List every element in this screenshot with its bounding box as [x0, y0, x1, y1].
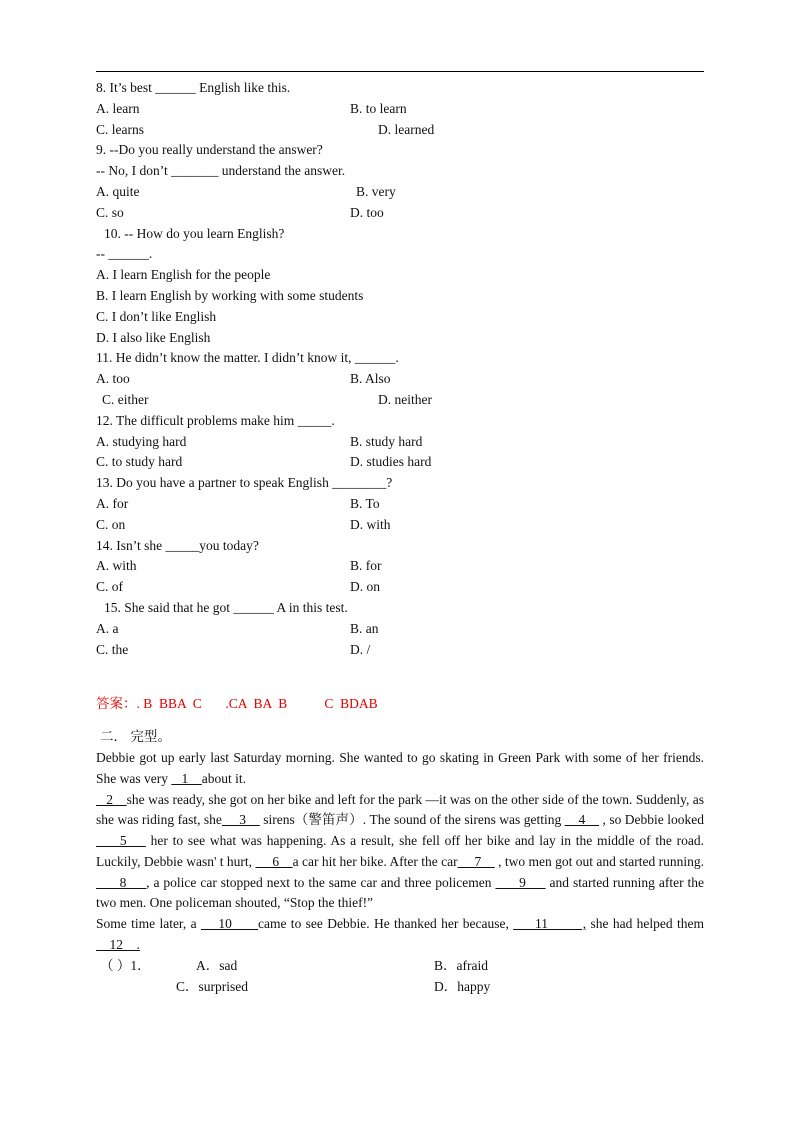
blank-9[interactable]: 9	[495, 874, 546, 890]
blank-12[interactable]: 12 .	[96, 937, 140, 953]
option[interactable]: C. either	[102, 391, 149, 407]
question-15-options-row-1	[96, 619, 704, 640]
option[interactable]: A. quite	[96, 183, 140, 199]
option[interactable]: D. studies hard	[350, 454, 432, 470]
question-8-options-row-1	[96, 99, 704, 120]
option[interactable]: A. for	[96, 495, 129, 511]
option[interactable]: D. learned	[378, 121, 435, 137]
blank-8[interactable]: 8	[96, 874, 147, 890]
option[interactable]: B. I learn English by working with some students	[96, 287, 364, 303]
blank-10[interactable]: 10	[200, 916, 258, 932]
option[interactable]: D. /	[350, 641, 371, 657]
answer-bracket[interactable]: （ ）1．	[100, 957, 151, 973]
option[interactable]: A. a	[96, 620, 119, 636]
option[interactable]: C．surprised	[176, 978, 248, 994]
cloze-passage	[96, 748, 704, 956]
option[interactable]: D. I also like English	[96, 329, 211, 345]
blank-1[interactable]: 1	[171, 770, 202, 786]
option[interactable]: C. I don’t like English	[96, 308, 217, 324]
question-11-options-row-2	[96, 390, 704, 411]
option[interactable]: C. the	[96, 641, 129, 657]
question-15-options-row-2	[96, 640, 704, 661]
question-9: 9. --Do you really understand the answer?	[96, 142, 323, 158]
blank-11[interactable]: 11 ,	[513, 916, 587, 932]
option[interactable]: C. so	[96, 204, 124, 220]
option[interactable]: B. To	[350, 495, 380, 511]
worksheet-page	[96, 78, 704, 997]
question-10-line-2: -- ______.	[96, 246, 153, 262]
option[interactable]: A. too	[96, 371, 130, 387]
question-9-options-row-2	[96, 203, 704, 224]
question-12: 12. The difficult problems make him _____.	[96, 412, 335, 428]
option[interactable]: A．sad	[196, 957, 238, 973]
option[interactable]: C. on	[96, 516, 126, 532]
question-13-options-row-1	[96, 494, 704, 515]
question-14-options-row-2	[96, 577, 704, 598]
question-14: 14. Isn’t she _____you today?	[96, 537, 259, 553]
question-11: 11. He didn’t know the matter. I didn’t know it, ______.	[96, 350, 399, 366]
question-12-options-row-2	[96, 452, 704, 473]
question-9-line-2: -- No, I don’t _______ understand the answer.	[96, 163, 346, 179]
option[interactable]: B. study hard	[350, 433, 423, 449]
option[interactable]: D. neither	[378, 391, 432, 407]
option[interactable]: C. to study hard	[96, 454, 183, 470]
option[interactable]: A. with	[96, 558, 137, 574]
passage-paragraph-1: Debbie got up early last Saturday morning. She wanted to go skating in Green Park with some of her friends. She was very 1 about it.	[96, 749, 704, 786]
option[interactable]: B．afraid	[434, 957, 488, 973]
passage-paragraph-2: 2 she was ready, she got on her bike and left for the park —it was on the other side of the town. Suddenly, as she was riding fast, she 3 sirens（警笛声）. The sound of the sirens was getting 4 , so Debbie looked 5 her to see what was happening. As a result, she fell off her bike and lay in the middle of the road. Luckily, Debbie wasn' t hurt, 6 a car hit her bike. After the car 7 , two men got out and started running. 8 , a police car stopped next to the same car and three policemen 9 and started running after the two men. One policeman shouted, “Stop the thief!”	[96, 791, 705, 911]
option[interactable]: B. very	[356, 183, 396, 199]
question-14-options-row-1	[96, 556, 704, 577]
blank-7[interactable]: 7	[457, 853, 495, 869]
passage-paragraph-3: Some time later, a 10 came to see Debbie. He thanked her because, 11 , she had helped them 12 .	[96, 916, 705, 953]
question-11-options-row-1	[96, 369, 704, 390]
option[interactable]: A. studying hard	[96, 433, 187, 449]
option[interactable]: D. too	[350, 204, 384, 220]
option[interactable]: C. of	[96, 579, 123, 595]
option[interactable]: C. learns	[96, 121, 144, 137]
option[interactable]: A. I learn English for the people	[96, 267, 271, 283]
option[interactable]: B. to learn	[350, 100, 407, 116]
blank-5[interactable]: 5	[96, 833, 146, 849]
question-15: 15. She said that he got ______ A in this test.	[104, 599, 348, 615]
blank-4[interactable]: 4	[564, 812, 600, 828]
option[interactable]: D. on	[350, 579, 380, 595]
section-title: 二． 完型。	[100, 729, 171, 745]
question-13: 13. Do you have a partner to speak English ________?	[96, 475, 393, 491]
option[interactable]: B. Also	[350, 371, 391, 387]
option[interactable]: D．happy	[434, 978, 491, 994]
header-rule	[96, 71, 704, 72]
question-9-options-row-1	[96, 182, 704, 203]
question-10: 10. -- How do you learn English?	[104, 225, 285, 241]
question-8: 8. It’s best ______ English like this.	[96, 80, 291, 95]
cloze-question-1-row-2	[96, 977, 704, 998]
blank-2[interactable]: 2	[96, 791, 127, 807]
question-12-options-row-1	[96, 432, 704, 453]
answer-key: 答案：. B BBA C .CA BA B C BDAB	[96, 696, 378, 712]
option[interactable]: A. learn	[96, 100, 140, 116]
question-8-options-row-2	[96, 120, 704, 141]
question-13-options-row-2	[96, 515, 704, 536]
option[interactable]: B. an	[350, 620, 379, 636]
cloze-question-1-row-1	[96, 956, 704, 977]
blank-3[interactable]: 3	[221, 812, 260, 828]
option[interactable]: B. for	[350, 558, 382, 574]
option[interactable]: D. with	[350, 516, 391, 532]
blank-6[interactable]: 6	[255, 853, 293, 869]
